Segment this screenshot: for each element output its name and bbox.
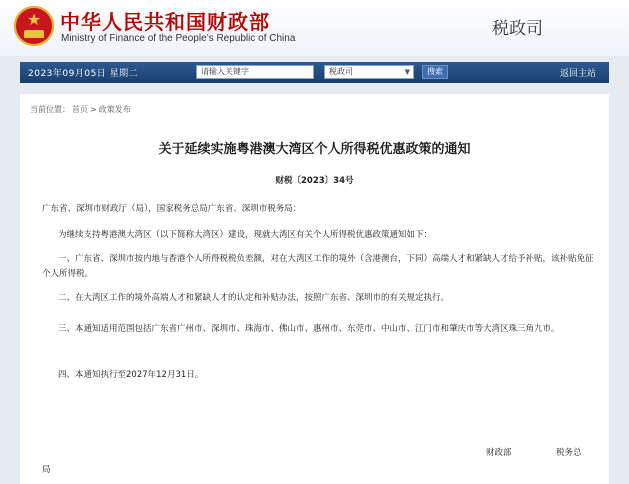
intro-paragraph: 为继续支持粤港澳大湾区（以下简称大湾区）建设，现就大湾区有关个人所得税优惠政策通知如下： xyxy=(58,230,433,240)
breadcrumb-home-link[interactable]: 首页 xyxy=(72,105,88,114)
salutation: 广东省、深圳市财政厅（局），国家税务总局广东省、深圳市税务局： xyxy=(42,204,302,214)
item-4-paragraph: 四、本通知执行至2027年12月31日。 xyxy=(58,370,204,380)
breadcrumb-prefix: 当前位置： xyxy=(30,105,70,114)
national-emblem-icon: ★ xyxy=(14,6,54,46)
signature-tax-admin-cont: 局 xyxy=(42,465,51,475)
breadcrumb-separator: > xyxy=(90,105,97,114)
breadcrumb-current-link[interactable]: 政策发布 xyxy=(98,105,131,114)
item-1-paragraph: 一、广东省、深圳市按内地与香港个人所得税税负差额，对在大湾区工作的境外（含港澳台，下同）高端人才和紧缺人才给予补贴，该补贴免征个人所得税。 xyxy=(42,254,594,279)
article-panel xyxy=(20,94,609,484)
return-home-link[interactable]: 返回主站 xyxy=(560,69,597,79)
scope-select-value: 税政司 xyxy=(329,67,353,76)
department-name: 税政司 xyxy=(492,19,543,39)
nav-bar xyxy=(20,62,609,83)
item-2-paragraph: 二、在大湾区工作的境外高端人才和紧缺人才的认定和补贴办法，按照广东省、深圳市的有关规定执行。 xyxy=(58,293,450,303)
document-title: 关于延续实施粤港澳大湾区个人所得税优惠政策的通知 xyxy=(158,142,471,157)
search-button[interactable]: 搜索 xyxy=(422,65,448,79)
document-number: 财税〔2023〕34号 xyxy=(275,176,354,186)
breadcrumb xyxy=(30,104,133,115)
current-date: 2023年09月05日 星期二 xyxy=(28,69,139,79)
chevron-down-icon: ▼ xyxy=(404,68,410,76)
site-header xyxy=(0,0,629,56)
scope-select[interactable] xyxy=(324,65,414,79)
org-name-en: Ministry of Finance of the People’s Republic of China xyxy=(61,33,296,44)
item-3-paragraph: 三、本通知适用范围包括广东省广州市、深圳市、珠海市、佛山市、惠州市、东莞市、中山市、江门市和肇庆市等大湾区珠三角九市。 xyxy=(58,324,560,334)
search-input[interactable]: 请输入关键字 xyxy=(196,65,314,79)
signature-ministry: 财政部 xyxy=(486,448,512,458)
org-name-cn: 中华人民共和国财政部 xyxy=(60,10,270,34)
signature-tax-admin: 税务总 xyxy=(556,448,582,458)
